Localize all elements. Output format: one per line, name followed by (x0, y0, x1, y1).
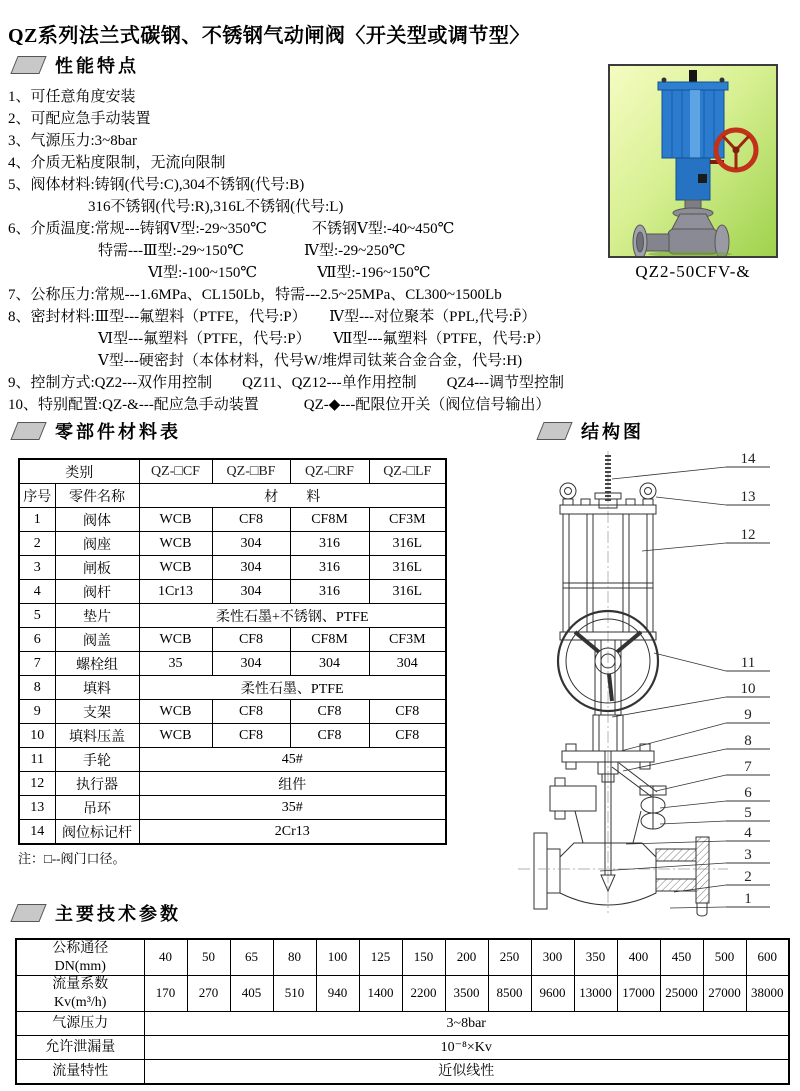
callout-leader (660, 821, 726, 824)
callout-number: 14 (740, 451, 756, 467)
callout-number: 13 (740, 489, 756, 505)
material-cell: CF3M (369, 508, 446, 532)
section-marker-icon (536, 422, 572, 440)
table-row (16, 976, 789, 1012)
row-label-cell: 流量系数 Kv(m³/h) (16, 976, 144, 1012)
header-cell: QZ-□CF (139, 459, 212, 484)
lifting-ring (560, 483, 576, 499)
part-name-cell: 闸板 (55, 556, 139, 580)
index-cell: 8 (19, 676, 55, 700)
table-row (19, 748, 446, 772)
table-row (19, 556, 446, 580)
dn-value-cell: 125 (359, 939, 402, 976)
material-cell: 组件 (139, 772, 446, 796)
dn-value-cell: 350 (574, 939, 617, 976)
callout-leader (623, 749, 726, 771)
material-cell: 316 (290, 580, 369, 604)
material-cell: 45# (139, 748, 446, 772)
callout-number: 6 (744, 785, 752, 801)
dn-value-cell: 65 (230, 939, 273, 976)
table-row (19, 700, 446, 724)
dn-value-cell: 150 (402, 939, 445, 976)
callout-number: 4 (744, 825, 752, 841)
material-cell: 304 (212, 532, 290, 556)
table-row (16, 1036, 789, 1060)
material-cell: 304 (369, 652, 446, 676)
page-title: QZ系列法兰式碳钢、不锈钢气动闸阀〈开关型或调节型〉 (8, 25, 530, 48)
index-cell: 3 (19, 556, 55, 580)
part-name-cell: 垫片 (55, 604, 139, 628)
callout-number: 7 (744, 759, 752, 775)
callout-number: 11 (740, 655, 756, 671)
part-name-cell: 填料压盖 (55, 724, 139, 748)
kv-value-cell: 8500 (488, 976, 531, 1012)
table-row (19, 772, 446, 796)
kv-value-cell: 270 (187, 976, 230, 1012)
feature-line: Ⅵ型:-100~150℃ Ⅶ型:-196~150℃ (148, 265, 431, 281)
callout-number: 1 (744, 891, 752, 907)
table-row (19, 580, 446, 604)
callout-leader (612, 467, 726, 479)
value-cell: 10⁻⁸×Kv (144, 1036, 789, 1060)
feature-line: 3、气源压力:3~8bar (8, 133, 137, 149)
kv-value-cell: 25000 (660, 976, 703, 1012)
dn-value-cell: 450 (660, 939, 703, 976)
photo-caption: QZ2-50CFV-& (635, 262, 751, 281)
header-cell: QZ-□RF (290, 459, 369, 484)
part-name-cell: 支架 (55, 700, 139, 724)
feature-line: 6、介质温度:常规---铸钢Ⅴ型:-29~350℃ 不锈钢Ⅴ型:-40~450℃ (8, 221, 455, 237)
kv-value-cell: 13000 (574, 976, 617, 1012)
kv-value-cell: 27000 (703, 976, 746, 1012)
index-cell: 6 (19, 628, 55, 652)
material-cell: 304 (290, 652, 369, 676)
part-name-cell: 填料 (55, 676, 139, 700)
index-cell: 1 (19, 508, 55, 532)
dn-value-cell: 80 (273, 939, 316, 976)
material-cell: 1Cr13 (139, 580, 212, 604)
table-row (19, 628, 446, 652)
material-cell: CF8 (290, 700, 369, 724)
material-cell: CF8 (212, 508, 290, 532)
feature-line: 2、可配应急手动装置 (8, 111, 151, 127)
feature-line: 10、特别配置:QZ-&---配应急手动装置 QZ-◆---配限位开关（阀位信号输出） (8, 397, 551, 413)
structure-diagram (478, 445, 800, 937)
lifting-ring (640, 483, 656, 499)
material-cell: 2Cr13 (139, 820, 446, 845)
part-name-cell: 吊环 (55, 796, 139, 820)
table-row (19, 796, 446, 820)
table-row (19, 724, 446, 748)
material-cell: 316L (369, 532, 446, 556)
section-parts (14, 418, 181, 444)
feature-line: 8、密封材料:Ⅲ型---氟塑料（PTFE，代号:P） Ⅳ型---对位聚苯（PPL,代号:P̄） (8, 309, 537, 325)
material-cell: 304 (212, 556, 290, 580)
table-row (19, 508, 446, 532)
dn-value-cell: 400 (617, 939, 660, 976)
tech-params-table (15, 938, 790, 1085)
kv-value-cell: 1400 (359, 976, 402, 1012)
material-cell: WCB (139, 532, 212, 556)
material-cell: WCB (139, 724, 212, 748)
header-cell: QZ-□LF (369, 459, 446, 484)
value-cell: 近似线性 (144, 1060, 789, 1085)
product-photo (608, 64, 778, 258)
callout-number: 2 (744, 869, 752, 885)
valve-photo-illustration (610, 66, 776, 256)
material-cell: 316L (369, 556, 446, 580)
table-row (16, 1060, 789, 1085)
kv-value-cell: 510 (273, 976, 316, 1012)
callout-number: 9 (744, 707, 752, 723)
valve-drawing (518, 451, 728, 916)
table-row (19, 676, 446, 700)
dn-value-cell: 500 (703, 939, 746, 976)
material-cell: 35# (139, 796, 446, 820)
section-title: 性能特点 (55, 56, 139, 76)
section-title: 结构图 (581, 422, 644, 442)
table-row (19, 820, 446, 845)
dn-value-cell: 100 (316, 939, 359, 976)
bonnet-flange (550, 786, 596, 811)
callout-number: 8 (744, 733, 752, 749)
table-row (19, 604, 446, 628)
row-label-cell: 允许泄漏量 (16, 1036, 144, 1060)
material-cell: CF8 (212, 628, 290, 652)
callout-labels (600, 451, 770, 908)
index-cell: 10 (19, 724, 55, 748)
dn-value-cell: 50 (187, 939, 230, 976)
material-cell: CF8 (290, 724, 369, 748)
dn-value-cell: 200 (445, 939, 488, 976)
index-cell: 12 (19, 772, 55, 796)
index-cell: 14 (19, 820, 55, 845)
callout-number: 12 (740, 527, 756, 543)
table-row (19, 652, 446, 676)
row-label-cell: 气源压力 (16, 1012, 144, 1036)
material-cell: WCB (139, 700, 212, 724)
material-cell: 304 (212, 652, 290, 676)
index-cell: 4 (19, 580, 55, 604)
callout-leader (656, 775, 726, 791)
callout-number: 5 (744, 805, 752, 821)
material-cell: WCB (139, 628, 212, 652)
feature-line: 4、介质无粘度限制，无流向限制 (8, 155, 226, 171)
header-cell: 序号 (19, 484, 55, 508)
material-cell: CF8M (290, 628, 369, 652)
kv-value-cell: 17000 (617, 976, 660, 1012)
callout-leader (660, 801, 726, 808)
dn-value-cell: 300 (531, 939, 574, 976)
feature-line: 9、控制方式:QZ2---双作用控制 QZ11、QZ12---单作用控制 QZ4---调节型控制 (8, 375, 565, 391)
material-cell: WCB (139, 556, 212, 580)
kv-value-cell: 9600 (531, 976, 574, 1012)
callout-number: 3 (744, 847, 752, 863)
part-name-cell: 阀盖 (55, 628, 139, 652)
material-cell: 304 (212, 580, 290, 604)
header-cell: 类别 (19, 459, 139, 484)
part-name-cell: 阀体 (55, 508, 139, 532)
dn-value-cell: 600 (746, 939, 789, 976)
dn-value-cell: 40 (144, 939, 187, 976)
index-cell: 5 (19, 604, 55, 628)
part-name-cell: 执行器 (55, 772, 139, 796)
kv-value-cell: 405 (230, 976, 273, 1012)
value-cell: 3~8bar (144, 1012, 789, 1036)
header-cell: QZ-□BF (212, 459, 290, 484)
dn-value-cell: 250 (488, 939, 531, 976)
feature-list (8, 86, 608, 416)
material-cell: CF3M (369, 628, 446, 652)
section-features (14, 52, 139, 78)
section-tech (14, 900, 181, 926)
feature-line: 1、可任意角度安装 (8, 89, 136, 105)
part-name-cell: 阀杆 (55, 580, 139, 604)
material-cell: 柔性石墨+不锈钢、PTFE (139, 604, 446, 628)
parts-material-table (18, 458, 447, 845)
table-row (16, 1012, 789, 1036)
kv-value-cell: 38000 (746, 976, 789, 1012)
part-name-cell: 手轮 (55, 748, 139, 772)
section-title: 零部件材料表 (55, 422, 181, 442)
feature-line: Ⅴ型---硬密封（本体材料，代号W/堆焊司钛莱合金合金，代号:H) (98, 353, 523, 369)
section-title: 主要技术参数 (55, 904, 181, 924)
material-cell: 316L (369, 580, 446, 604)
index-cell: 9 (19, 700, 55, 724)
part-name-cell: 阀位标记杆 (55, 820, 139, 845)
header-cell: 材 料 (139, 484, 446, 508)
kv-value-cell: 2200 (402, 976, 445, 1012)
section-marker-icon (10, 56, 46, 74)
row-label-cell: 流量特性 (16, 1060, 144, 1085)
table-row (19, 459, 446, 484)
feature-line: Ⅵ型---氟塑料（PTFE，代号:P） Ⅶ型---氟塑料（PTFE，代号:P） (98, 331, 550, 347)
table-row (16, 939, 789, 976)
section-marker-icon (10, 422, 46, 440)
material-cell: CF8 (369, 724, 446, 748)
callout-leader (642, 543, 726, 551)
kv-value-cell: 170 (144, 976, 187, 1012)
section-marker-icon (10, 904, 46, 922)
header-cell: 零件名称 (55, 484, 139, 508)
kv-value-cell: 940 (316, 976, 359, 1012)
callout-leader (656, 497, 726, 505)
feature-line: 5、阀体材料:铸钢(代号:C),304不锈钢(代号:B) (8, 177, 305, 193)
part-name-cell: 螺栓组 (55, 652, 139, 676)
material-cell: CF8 (212, 724, 290, 748)
feature-line: 特需---Ⅲ型:-29~150℃ Ⅳ型:-29~250℃ (98, 243, 406, 259)
index-cell: 7 (19, 652, 55, 676)
callout-number: 10 (740, 681, 756, 697)
index-cell: 2 (19, 532, 55, 556)
callout-leader (670, 907, 726, 908)
material-cell: 35 (139, 652, 212, 676)
callout-leader (654, 653, 726, 671)
material-cell: CF8 (369, 700, 446, 724)
index-cell: 13 (19, 796, 55, 820)
material-cell: 柔性石墨、PTFE (139, 676, 446, 700)
material-cell: 316 (290, 556, 369, 580)
callout-leader (621, 723, 726, 751)
part-name-cell: 阀座 (55, 532, 139, 556)
table-row (19, 532, 446, 556)
kv-value-cell: 3500 (445, 976, 488, 1012)
feature-line: 7、公称压力:常规---1.6MPa、CL150Lb，特需---2.5~25MPa、CL300~1500Lb (8, 287, 502, 303)
material-cell: CF8 (212, 700, 290, 724)
material-cell: CF8M (290, 508, 369, 532)
table-row (19, 484, 446, 508)
material-cell: WCB (139, 508, 212, 532)
row-label-cell: 公称通径 DN(mm) (16, 939, 144, 976)
feature-line: 316不锈钢(代号:R),316L不锈钢(代号:L) (88, 199, 344, 215)
table-note: 注：□--阀门口径。 (18, 851, 126, 866)
material-cell: 316 (290, 532, 369, 556)
section-structure (540, 418, 644, 444)
index-cell: 11 (19, 748, 55, 772)
